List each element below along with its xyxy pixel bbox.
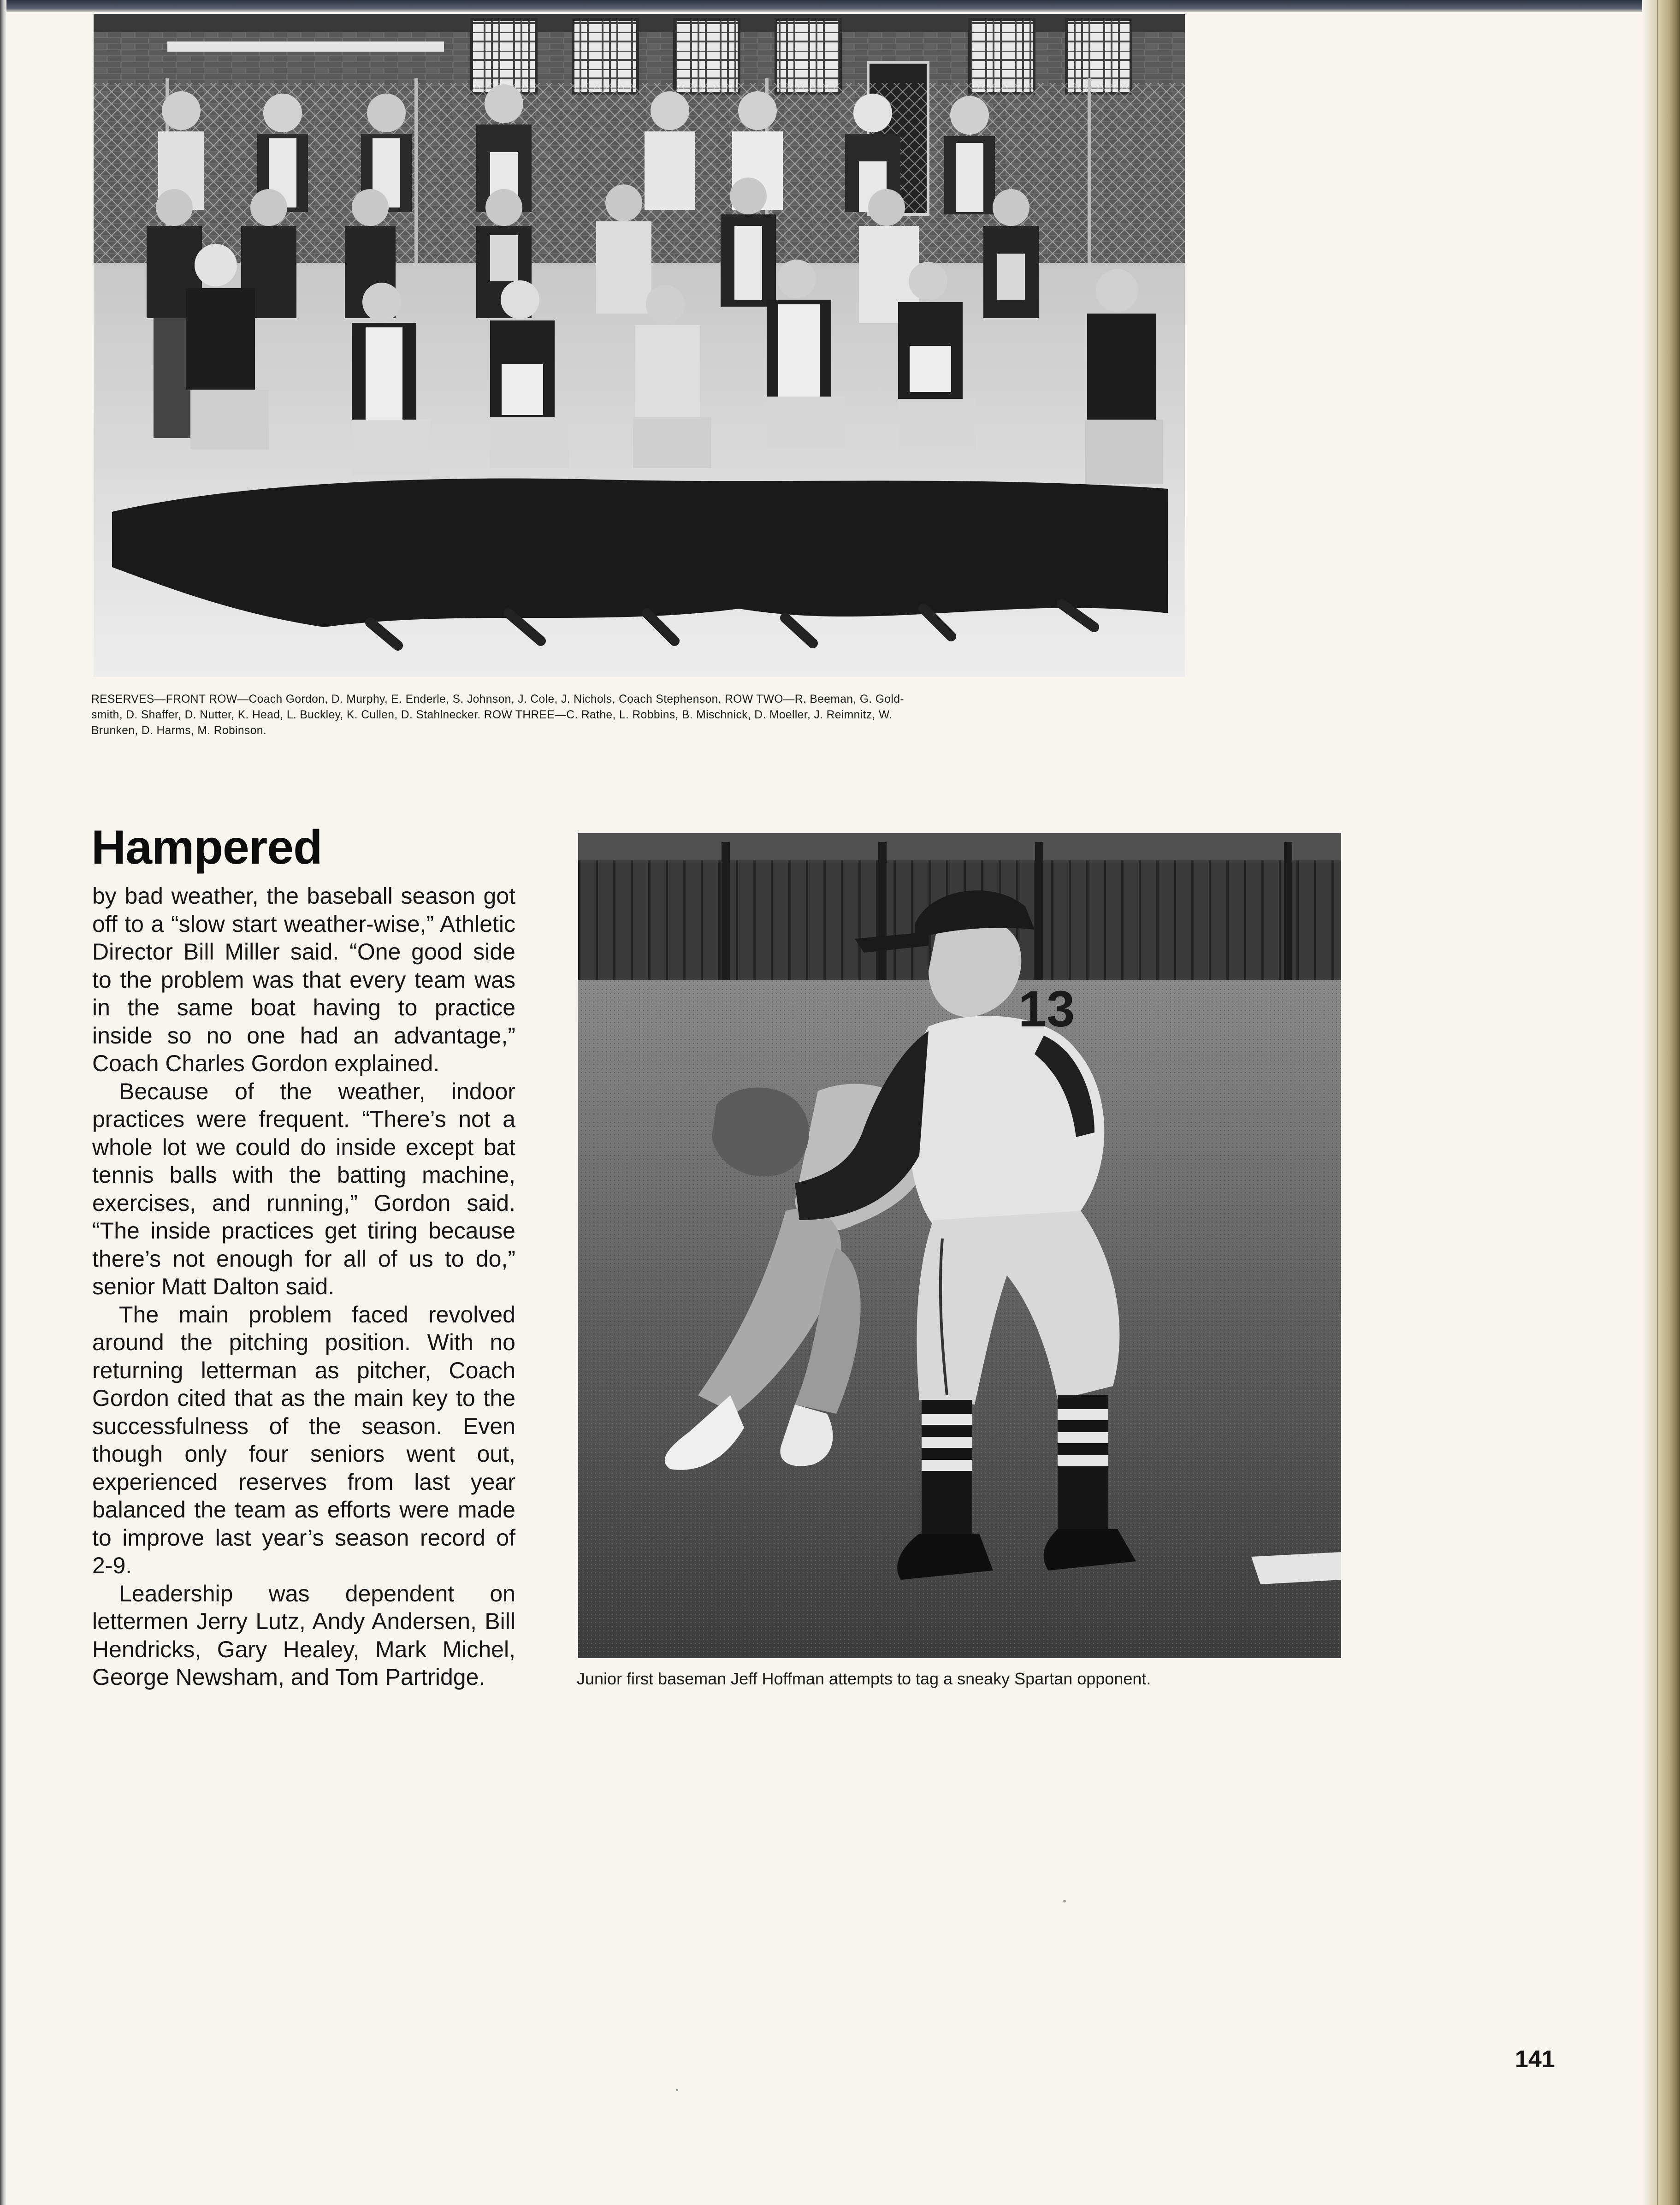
article-paragraph: The main problem faced revolved around the pitching position. With no returning letterman as pitcher, Coach Gordon cited that as the main key to the successfulness of the season. Even though only four seniors went out, experienced reserves from last year balanced the team as efforts were made to improve last year’s season record of 2-9. [92, 1301, 515, 1578]
team-photo [94, 14, 1185, 677]
team-caption-line: smith, D. Shaffer, D. Nutter, K. Head, L. Buckley, K. Cullen, D. Stahlnecker. ROW THREE—C. Rathe, L. Robbins, B. Mischnick, D. Moeller, J. Reimnitz, W. [91, 709, 893, 721]
article-paragraph: Because of the weather, indoor practices were frequent. “There’s not a whole lot we could do inside except bat tennis balls with the batting machine, exercises, and running,” Gordon said. “The inside practices get tiring because there’s not enough for all of us to do,” senior Matt Dalton said. [92, 1078, 515, 1299]
team-photo-graphic [94, 14, 1185, 677]
page-top-border [0, 0, 1680, 12]
page-number: 141 [1515, 2046, 1555, 2073]
article-headline: Hampered [91, 821, 322, 874]
page-left-edge [0, 0, 6, 2205]
team-caption-line: RESERVES—FRONT ROW—Coach Gordon, D. Murphy, E. Enderle, S. Johnson, J. Cole, J. Nichols, Coach Stephenson. ROW TWO—R. Beeman, G. Gold- [91, 693, 905, 705]
spine-fold-line [1657, 0, 1658, 2205]
article-paragraph: by bad weather, the baseball season got off to a “slow start weather-wise,” Athletic Director Bill Miller said. “One good side to the problem was that every team was in the same boat having to practice inside so no one had an advantage,” Coach Charles Gordon explained. [92, 883, 515, 1076]
action-photo-graphic [578, 833, 1341, 1658]
article-body [92, 882, 515, 1691]
paper-speck [1063, 1900, 1066, 1903]
action-photo-caption: Junior first baseman Jeff Hoffman attempts to tag a sneaky Spartan opponent. [577, 1669, 1151, 1688]
paper-speck [676, 2089, 678, 2091]
jersey-number: 13 [1018, 981, 1075, 1037]
article-paragraph: Leadership was dependent on lettermen Jerry Lutz, Andy Andersen, Bill Hendricks, Gary Healey, Mark Michel, George Newsham, and Tom Partridge. [92, 1580, 515, 1690]
team-caption-line: Brunken, D. Harms, M. Robinson. [91, 724, 267, 737]
team-photo-caption [91, 692, 1194, 739]
book-spine-edge [1642, 0, 1680, 2205]
action-photo [578, 833, 1341, 1658]
